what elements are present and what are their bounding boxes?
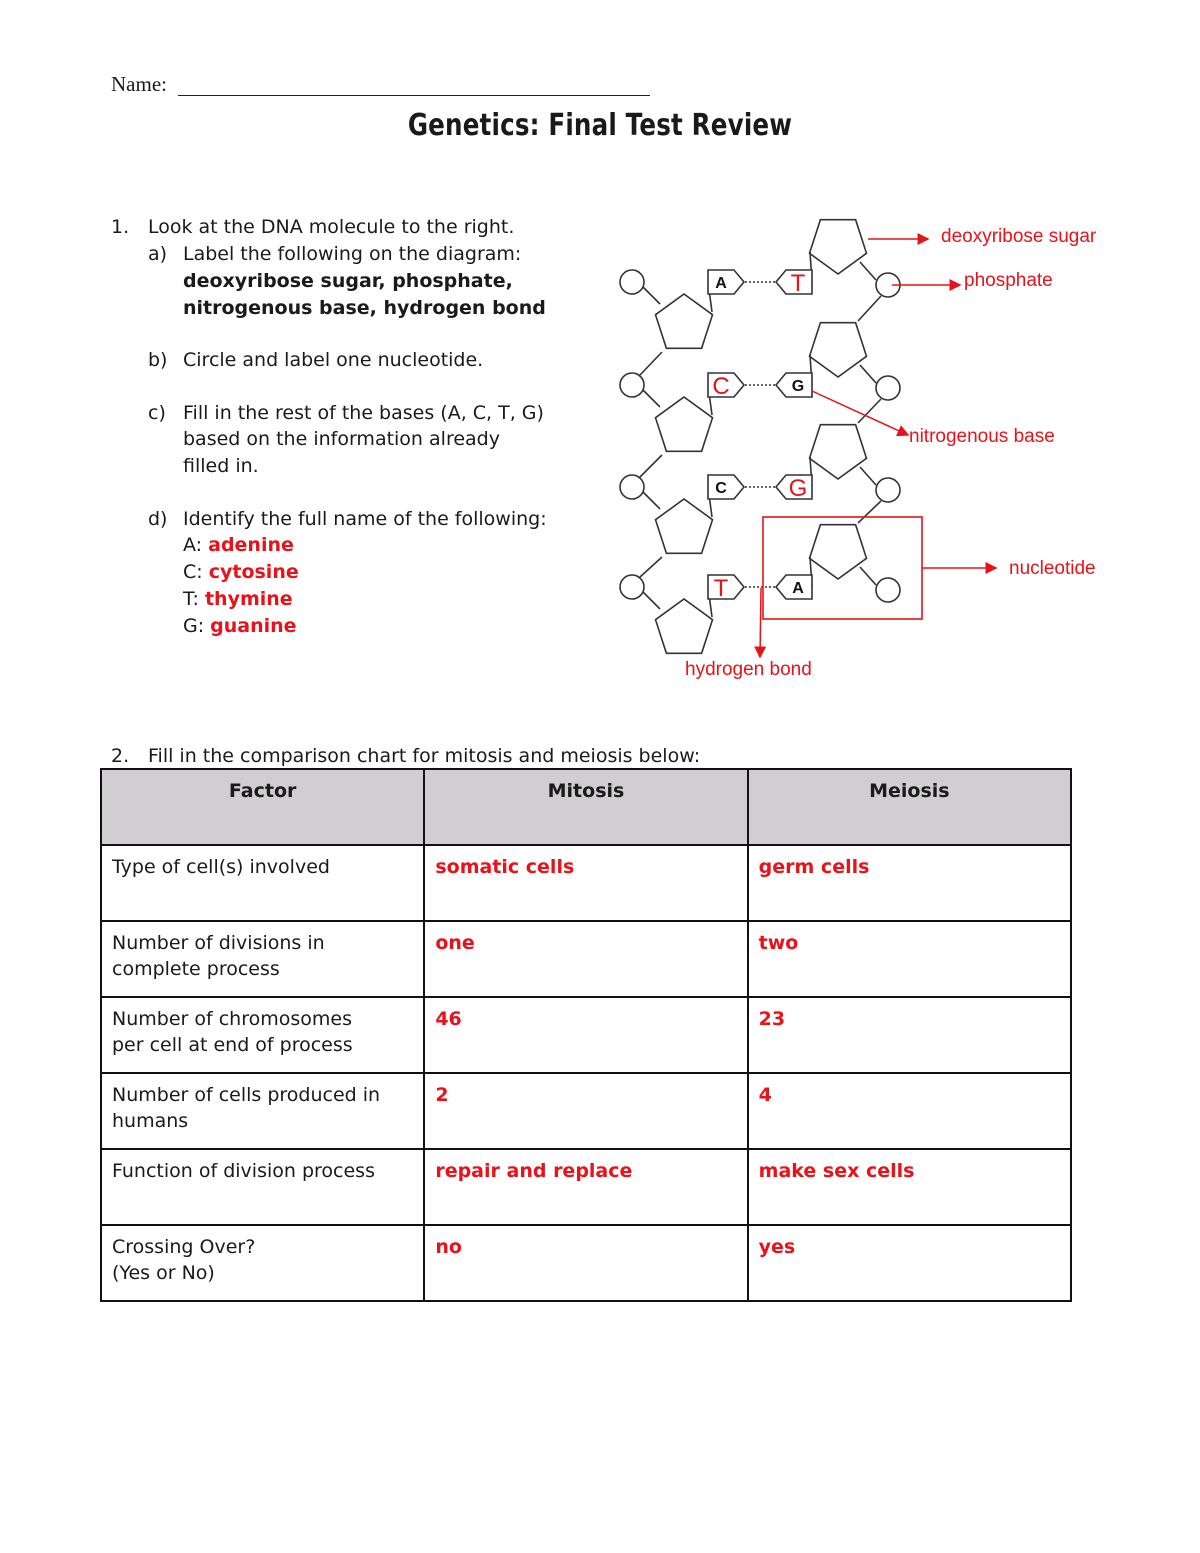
header-mitosis: Mitosis — [424, 769, 747, 845]
left-base-letter: T — [713, 575, 729, 602]
mitosis-answer-cell[interactable]: somatic cells — [424, 845, 747, 921]
base-prefix: T: — [183, 588, 199, 610]
bond-line — [640, 455, 662, 477]
sugar-pentagon — [656, 599, 713, 653]
left-base-letter: A — [715, 275, 727, 292]
phosphate-label: phosphate — [964, 270, 1053, 291]
sugar-pentagon — [810, 525, 867, 579]
mitosis-answer-cell[interactable]: 46 — [424, 997, 747, 1073]
hbond-label: hydrogen bond — [685, 659, 812, 680]
factor-text: (Yes or No) — [112, 1262, 215, 1284]
phosphate-circle — [876, 578, 900, 602]
factor-text: per cell at end of process — [112, 1034, 353, 1056]
bond-line — [860, 467, 876, 485]
bond-line — [858, 399, 881, 423]
factor-text: Number of divisions in — [112, 932, 325, 954]
base-prefix: C: — [183, 561, 203, 583]
base-label: nitrogenous base — [909, 426, 1055, 447]
phosphate-circle — [620, 270, 644, 294]
base-name-answer — [183, 586, 293, 613]
mitosis-answer-cell[interactable]: one — [424, 921, 747, 997]
factor-text: Crossing Over? — [112, 1236, 256, 1258]
name-label: Name: — [111, 72, 167, 96]
right-base-letter: A — [792, 580, 804, 597]
question-prompt: Fill in the comparison chart for mitosis and meiosis below: — [148, 745, 701, 767]
phosphate-circle — [876, 478, 900, 502]
right-base-letter: G — [791, 378, 805, 395]
bond-line — [643, 287, 660, 304]
sugar-pentagon — [810, 323, 867, 377]
sub-text-d: Identify the full name of the following: — [183, 508, 547, 530]
sugar-label: deoxyribose sugar — [941, 226, 1097, 247]
meiosis-answer-cell[interactable]: make sex cells — [748, 1149, 1071, 1225]
label-list-line-2: nitrogenous base, hydrogen bond — [183, 297, 546, 319]
mitosis-answer-cell[interactable]: 2 — [424, 1073, 747, 1149]
comparison-table — [100, 768, 1072, 1302]
base-name-answer — [183, 613, 297, 640]
factor-text: Number of chromosomes — [112, 1008, 352, 1030]
base-answer: adenine — [208, 534, 294, 556]
base-prefix: A: — [183, 534, 203, 556]
mitosis-answer-cell[interactable]: no — [424, 1225, 747, 1301]
sub-text-c-1: Fill in the rest of the bases (A, C, T, G) — [183, 402, 544, 424]
bond-line — [858, 501, 881, 523]
factor-cell — [101, 1073, 424, 1149]
meiosis-answer-cell[interactable]: 23 — [748, 997, 1071, 1073]
mitosis-answer-cell[interactable]: repair and replace — [424, 1149, 747, 1225]
factor-cell — [101, 997, 424, 1073]
sub-text-c-2: based on the information already — [183, 428, 500, 450]
meiosis-answer-cell[interactable]: 4 — [748, 1073, 1071, 1149]
base-answer: guanine — [210, 615, 297, 637]
factor-text: Number of cells produced in — [112, 1084, 381, 1106]
header-meiosis: Meiosis — [748, 769, 1071, 845]
sub-text-c-3: filled in. — [183, 455, 259, 477]
sugar-pentagon — [656, 397, 713, 451]
sugar-pentagon — [810, 220, 867, 274]
header-factor: Factor — [101, 769, 424, 845]
base-answer: thymine — [204, 588, 293, 610]
factor-text: humans — [112, 1110, 189, 1132]
right-base-letter: T — [790, 270, 806, 297]
phosphate-circle — [620, 575, 644, 599]
bond-line — [640, 557, 662, 577]
base-answer: cytosine — [208, 561, 299, 583]
sub-letter-c: c) — [148, 402, 166, 424]
question-number: 1. — [111, 216, 130, 238]
factor-cell — [101, 921, 424, 997]
left-base-letter: C — [715, 480, 727, 497]
name-field-line[interactable] — [178, 95, 650, 96]
table-row — [101, 1073, 1071, 1149]
phosphate-circle — [620, 475, 644, 499]
page-title: Genetics: Final Test Review — [407, 108, 793, 143]
dna-diagram — [600, 205, 1120, 685]
meiosis-answer-cell[interactable]: germ cells — [748, 845, 1071, 921]
phosphate-circle — [620, 373, 644, 397]
bond-line — [643, 592, 660, 609]
bond-line — [860, 567, 876, 585]
sugar-pentagon — [656, 294, 713, 348]
meiosis-answer-cell[interactable]: two — [748, 921, 1071, 997]
bond-line — [643, 492, 660, 509]
sub-letter-d: d) — [148, 508, 168, 530]
base-prefix: G: — [183, 615, 205, 637]
base-name-answer — [183, 559, 299, 586]
factor-text: Function of division process — [112, 1160, 375, 1182]
factor-text: Type of cell(s) involved — [112, 856, 330, 878]
table-row — [101, 1149, 1071, 1225]
table-row — [101, 1225, 1071, 1301]
factor-cell — [101, 845, 424, 921]
sugar-pentagon — [656, 499, 713, 553]
dna-backbone — [620, 220, 900, 654]
sub-text-b: Circle and label one nucleotide. — [183, 349, 484, 371]
bond-line — [643, 390, 660, 407]
nucleotide-label: nucleotide — [1009, 558, 1096, 579]
question-prompt: Look at the DNA molecule to the right. — [148, 216, 515, 238]
table-row — [101, 845, 1071, 921]
base-name-answer — [183, 532, 294, 559]
right-base-letter: G — [788, 475, 808, 502]
left-base-letter: C — [712, 373, 730, 400]
table-row — [101, 997, 1071, 1073]
meiosis-answer-cell[interactable]: yes — [748, 1225, 1071, 1301]
factor-cell — [101, 1149, 424, 1225]
sugar-pentagon — [810, 425, 867, 479]
bond-line — [640, 352, 662, 375]
hbond-arrow — [760, 588, 761, 657]
bond-line — [858, 296, 881, 321]
bond-line — [860, 365, 876, 383]
phosphate-circle — [876, 376, 900, 400]
table-row — [101, 921, 1071, 997]
factor-cell — [101, 1225, 424, 1301]
sub-text-a: Label the following on the diagram: — [183, 243, 522, 265]
bond-line — [860, 262, 876, 280]
table-header-row — [101, 769, 1071, 845]
question-number: 2. — [111, 745, 130, 767]
factor-text: complete process — [112, 958, 280, 980]
label-list-line-1: deoxyribose sugar, phosphate, — [183, 270, 513, 292]
sub-letter-b: b) — [148, 349, 168, 371]
sub-letter-a: a) — [148, 243, 168, 265]
